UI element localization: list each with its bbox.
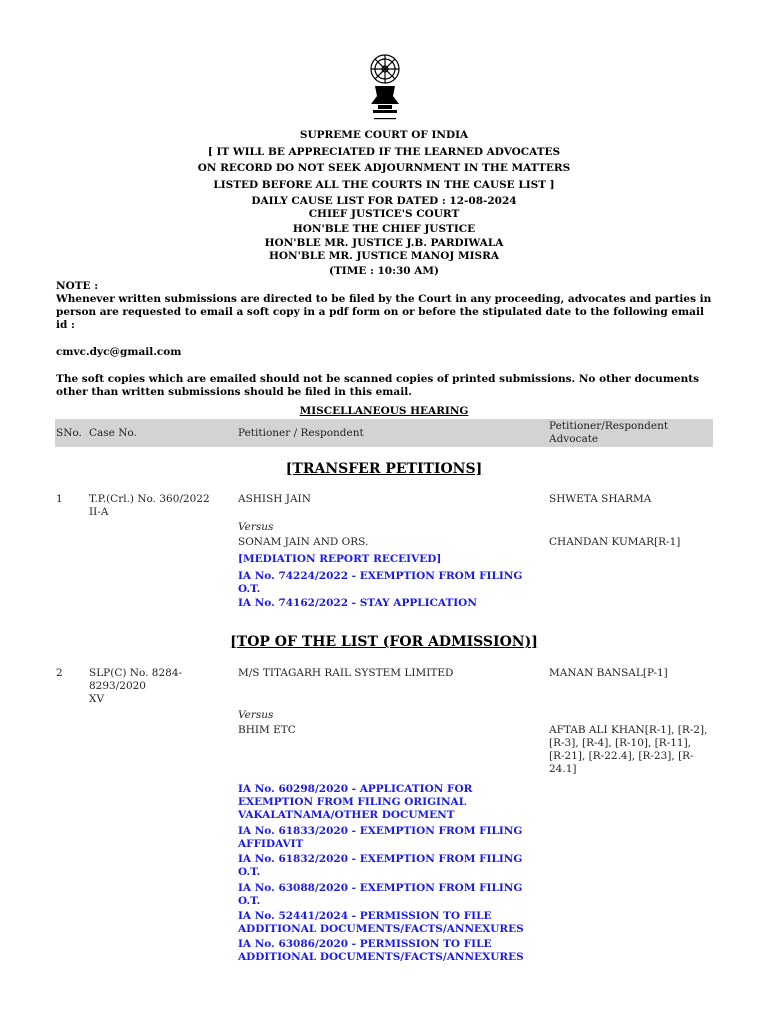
cause-list-date: DAILY CAUSE LIST FOR DATED : 12-08-2024	[251, 195, 517, 207]
note-paragraph-2: The soft copies which are emailed should not be scanned copies of printed submissions. No other documents other than written submissions should be filed in this email.	[56, 373, 700, 398]
ia-entry: IA No. 52441/2024 - PERMISSION TO FILE ADDITIONAL DOCUMENTS/FACTS/ANNEXURES	[238, 910, 524, 935]
court-name: CHIEF JUSTICE'S COURT	[308, 208, 460, 220]
col-parties: Petitioner / Respondent	[238, 427, 364, 439]
respondent-advocate: AFTAB ALI KHAN[R-1], [R-2], [R-3], [R-4], [R-10], [R-11], [R-21], [R-22.4], [R-23], [R-24.1]	[549, 724, 708, 775]
versus: Versus	[238, 521, 274, 533]
ia-entry: IA No. 61833/2020 - EXEMPTION FROM FILING AFFIDAVIT	[238, 825, 523, 850]
petitioner-advocate: SHWETA SHARMA	[549, 493, 652, 505]
appeal-line-1: [ IT WILL BE APPRECIATED IF THE LEARNED ADVOCATES	[207, 146, 561, 158]
ia-entry: IA No. 60298/2020 - APPLICATION FOR EXEMPTION FROM FILING ORIGINAL VAKALATNAMA/OTHER DOCUMENT	[238, 783, 473, 821]
section-title: [TOP OF THE LIST (FOR ADMISSION)]	[230, 634, 538, 650]
ia-entry: [MEDIATION REPORT RECEIVED]	[238, 553, 442, 565]
judge-2: HON'BLE MR. JUSTICE J.B. PARDIWALA	[264, 237, 504, 249]
case-number: SLP(C) No. 8284-8293/2020	[89, 667, 183, 692]
note-paragraph-1: Whenever written submissions are directed to be filed by the Court in any proceeding, advocates and parties in person are requested to email a soft copy in a pdf form on or before the stipulated date to the following email id :	[56, 293, 712, 331]
petitioner: ASHISH JAIN	[238, 493, 311, 505]
col-advocate: Petitioner/Respondent Advocate	[549, 420, 669, 445]
case-bench: XV	[89, 693, 105, 705]
respondent-advocate: CHANDAN KUMAR[R-1]	[549, 536, 681, 548]
ia-entry: IA No. 61832/2020 - EXEMPTION FROM FILING O.T.	[238, 853, 523, 878]
hearing-title: MISCELLANEOUS HEARING	[299, 405, 469, 417]
col-case-no: Case No.	[89, 427, 137, 439]
sitting-time: (TIME : 10:30 AM)	[329, 265, 439, 277]
note-label: NOTE :	[56, 280, 99, 292]
petitioner-advocate: MANAN BANSAL[P-1]	[549, 667, 668, 679]
case-sno: 1	[56, 493, 63, 505]
versus: Versus	[238, 709, 274, 721]
ia-entry: IA No. 74224/2022 - EXEMPTION FROM FILING O.T.	[238, 570, 523, 595]
respondent: SONAM JAIN AND ORS.	[238, 536, 369, 548]
section-title: [TRANSFER PETITIONS]	[285, 461, 483, 477]
appeal-line-3: LISTED BEFORE ALL THE COURTS IN THE CAUSE LIST ]	[213, 179, 555, 191]
respondent: BHIM ETC	[238, 724, 296, 736]
case-sno: 2	[56, 667, 63, 679]
appeal-line-2: ON RECORD DO NOT SEEK ADJOURNMENT IN THE MATTERS	[197, 162, 571, 174]
court-title: SUPREME COURT OF INDIA	[299, 129, 469, 141]
case-number: T.P.(Crl.) No. 360/2022	[89, 493, 210, 505]
ia-entry: IA No. 63088/2020 - EXEMPTION FROM FILING O.T.	[238, 882, 523, 907]
judge-3: HON'BLE MR. JUSTICE MANOJ MISRA	[268, 250, 500, 262]
table-header	[55, 419, 713, 447]
col-sno: SNo.	[56, 427, 82, 439]
petitioner: M/S TITAGARH RAIL SYSTEM LIMITED	[238, 667, 454, 679]
case-bench: II-A	[89, 506, 109, 518]
judge-1: HON'BLE THE CHIEF JUSTICE	[292, 223, 476, 235]
ia-entry: IA No. 74162/2022 - STAY APPLICATION	[238, 597, 477, 609]
ia-entry: IA No. 63086/2020 - PERMISSION TO FILE ADDITIONAL DOCUMENTS/FACTS/ANNEXURES	[238, 938, 524, 963]
note-email: cmvc.dyc@gmail.com	[56, 346, 182, 358]
state-emblem-icon	[365, 52, 405, 124]
